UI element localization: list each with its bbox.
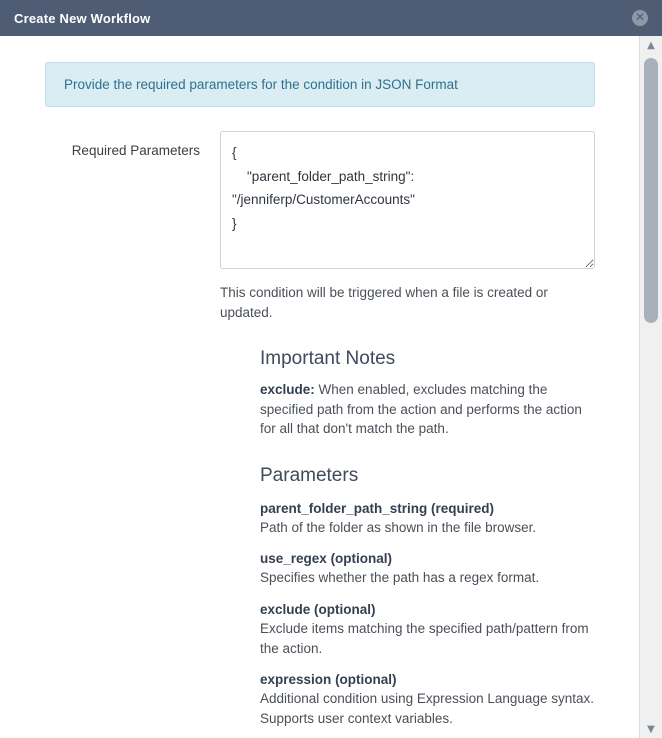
dialog-title: Create New Workflow xyxy=(14,10,151,26)
documentation-block xyxy=(260,348,595,728)
important-notes-heading: Important Notes xyxy=(260,348,396,370)
scroll-up-arrow-icon[interactable]: ▲ xyxy=(647,39,655,51)
parameter-description: Additional condition using Expression Language syntax. Supports user context variables. xyxy=(260,691,594,726)
dialog-titlebar xyxy=(0,0,662,36)
parameter-name-text: exclude xyxy=(260,601,311,617)
parameter-name-text: use_regex xyxy=(260,551,327,567)
note-term: exclude: xyxy=(260,382,315,398)
parameter-entry xyxy=(260,551,595,588)
vertical-scrollbar[interactable] xyxy=(639,36,662,738)
parameter-description: Exclude items matching the specified path/pattern from the action. xyxy=(260,620,589,656)
required-parameters-help: This condition will be triggered when a file is created or updated. xyxy=(220,285,548,320)
parameter-entry xyxy=(260,501,595,538)
parameter-requirement: (optional) xyxy=(330,551,393,567)
dialog-scroll-region xyxy=(0,36,640,738)
close-icon[interactable]: ✕ xyxy=(632,10,648,26)
parameter-entry xyxy=(260,672,595,728)
required-parameters-label: Required Parameters xyxy=(71,143,200,158)
scroll-down-arrow-icon[interactable]: ▼ xyxy=(647,723,655,735)
required-parameters-input[interactable] xyxy=(220,131,595,269)
parameter-entry xyxy=(260,602,595,658)
info-banner: Provide the required parameters for the condition in JSON Format xyxy=(45,62,595,107)
dialog-body xyxy=(0,36,662,738)
parameter-name-text: expression xyxy=(260,672,332,688)
required-parameters-row xyxy=(45,131,595,322)
scrollbar-thumb[interactable] xyxy=(644,58,658,323)
parameters-heading: Parameters xyxy=(260,464,359,486)
parameter-description: Specifies whether the path has a regex format. xyxy=(260,570,540,586)
parameter-name xyxy=(260,551,595,566)
parameter-name xyxy=(260,602,595,617)
parameter-requirement: (required) xyxy=(431,500,495,516)
parameter-name xyxy=(260,501,595,516)
note-item xyxy=(260,380,595,439)
note-text: When enabled, excludes matching the specified path from the action and performs the action for all that don't match the path. xyxy=(260,382,582,437)
parameter-name-text: parent_folder_path_string xyxy=(260,500,428,516)
parameter-requirement: (optional) xyxy=(335,672,397,688)
parameter-requirement: (optional) xyxy=(314,601,376,617)
required-parameters-control xyxy=(220,131,595,322)
parameter-description: Path of the folder as shown in the file browser. xyxy=(260,519,537,535)
parameter-name xyxy=(260,672,595,687)
